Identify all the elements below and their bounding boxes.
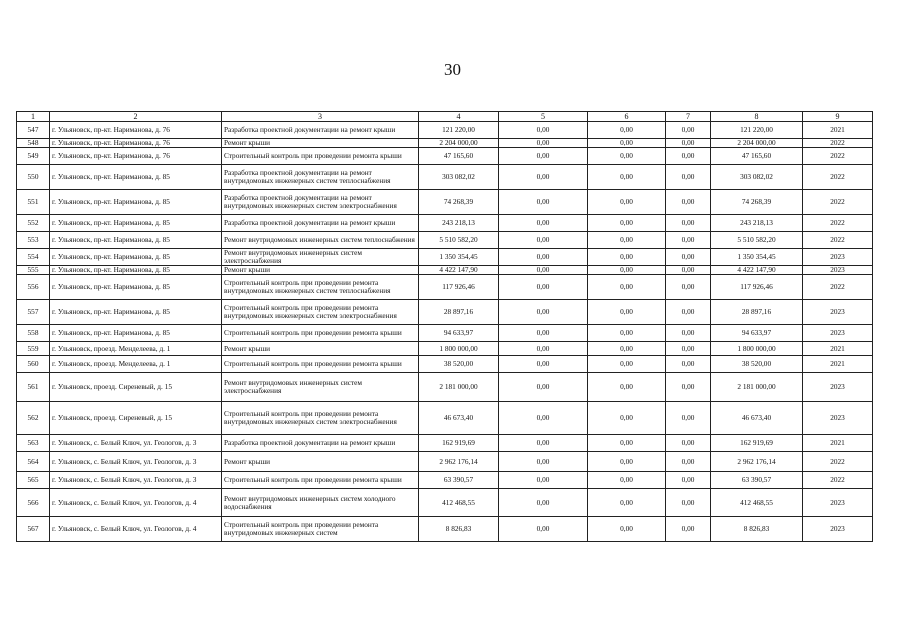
- year-cell: 2023: [803, 373, 873, 402]
- repair-program-table: [16, 111, 873, 542]
- total-cost-cell: 117 926,46: [419, 275, 499, 300]
- year-cell: 2023: [803, 402, 873, 435]
- year-cell: 2022: [803, 275, 873, 300]
- row-number: 547: [17, 122, 50, 139]
- table-row: [17, 325, 873, 342]
- cost-col7-cell: 0,00: [666, 139, 711, 148]
- row-number: 553: [17, 232, 50, 249]
- cost-col7-cell: 0,00: [666, 452, 711, 472]
- year-cell: 2022: [803, 139, 873, 148]
- cost-col6-cell: 0,00: [588, 215, 666, 232]
- row-number: 563: [17, 435, 50, 452]
- table-row: [17, 249, 873, 266]
- cost-col8-cell: 2 204 000,00: [711, 139, 803, 148]
- row-number: 562: [17, 402, 50, 435]
- year-cell: 2021: [803, 122, 873, 139]
- work-type-cell: Разработка проектной документации на ремонт внутридомовых инженерных систем электроснабжения: [222, 190, 419, 215]
- cost-col7-cell: 0,00: [666, 489, 711, 517]
- cost-col6-cell: 0,00: [588, 356, 666, 373]
- cost-col6-cell: 0,00: [588, 122, 666, 139]
- total-cost-cell: 1 350 354,45: [419, 249, 499, 266]
- row-number: 561: [17, 373, 50, 402]
- cost-col5-cell: 0,00: [499, 275, 588, 300]
- header-col-9: 9: [803, 112, 873, 122]
- page-number: 30: [444, 60, 461, 79]
- address-cell: г. Ульяновск, с. Белый Ключ, ул. Геологов, д. 4: [50, 489, 222, 517]
- row-number: 555: [17, 266, 50, 275]
- cost-col8-cell: 47 165,60: [711, 148, 803, 165]
- total-cost-cell: 46 673,40: [419, 402, 499, 435]
- address-cell: г. Ульяновск, пр-кт. Нариманова, д. 76: [50, 139, 222, 148]
- table-row: [17, 190, 873, 215]
- row-number: 559: [17, 342, 50, 356]
- table-row: [17, 342, 873, 356]
- total-cost-cell: 5 510 582,20: [419, 232, 499, 249]
- work-type-cell: Разработка проектной документации на ремонт крыши: [222, 435, 419, 452]
- cost-col6-cell: 0,00: [588, 148, 666, 165]
- total-cost-cell: 28 897,16: [419, 300, 499, 325]
- cost-col7-cell: 0,00: [666, 373, 711, 402]
- year-cell: 2023: [803, 300, 873, 325]
- total-cost-cell: 121 220,00: [419, 122, 499, 139]
- work-type-cell: Строительный контроль при проведении ремонта внутридомовых инженерных систем электроснабжения: [222, 402, 419, 435]
- address-cell: г. Ульяновск, проезд. Сиреневый, д. 15: [50, 402, 222, 435]
- year-cell: 2021: [803, 356, 873, 373]
- cost-col7-cell: 0,00: [666, 249, 711, 266]
- work-type-cell: Строительный контроль при проведении ремонта крыши: [222, 356, 419, 373]
- cost-col8-cell: 1 800 000,00: [711, 342, 803, 356]
- total-cost-cell: 243 218,13: [419, 215, 499, 232]
- total-cost-cell: 94 633,97: [419, 325, 499, 342]
- year-cell: 2022: [803, 215, 873, 232]
- total-cost-cell: 2 204 000,00: [419, 139, 499, 148]
- cost-col5-cell: 0,00: [499, 122, 588, 139]
- address-cell: г. Ульяновск, пр-кт. Нариманова, д. 85: [50, 275, 222, 300]
- cost-col8-cell: 412 468,55: [711, 489, 803, 517]
- cost-col5-cell: 0,00: [499, 402, 588, 435]
- cost-col8-cell: 117 926,46: [711, 275, 803, 300]
- cost-col6-cell: 0,00: [588, 452, 666, 472]
- cost-col6-cell: 0,00: [588, 139, 666, 148]
- cost-col8-cell: 4 422 147,90: [711, 266, 803, 275]
- cost-col8-cell: 8 826,83: [711, 517, 803, 542]
- cost-col5-cell: 0,00: [499, 165, 588, 190]
- cost-col5-cell: 0,00: [499, 342, 588, 356]
- address-cell: г. Ульяновск, пр-кт. Нариманова, д. 85: [50, 165, 222, 190]
- work-type-cell: Ремонт внутридомовых инженерных систем теплоснабжения: [222, 232, 419, 249]
- work-type-cell: Ремонт крыши: [222, 139, 419, 148]
- work-type-cell: Разработка проектной документации на ремонт внутридомовых инженерных систем теплоснабжения: [222, 165, 419, 190]
- total-cost-cell: 1 800 000,00: [419, 342, 499, 356]
- header-row: [17, 112, 873, 122]
- work-type-cell: Ремонт крыши: [222, 266, 419, 275]
- row-number: 566: [17, 489, 50, 517]
- cost-col6-cell: 0,00: [588, 489, 666, 517]
- year-cell: 2023: [803, 266, 873, 275]
- table-row: [17, 373, 873, 402]
- year-cell: 2022: [803, 452, 873, 472]
- cost-col6-cell: 0,00: [588, 517, 666, 542]
- cost-col7-cell: 0,00: [666, 435, 711, 452]
- work-type-cell: Строительный контроль при проведении ремонта крыши: [222, 472, 419, 489]
- work-type-cell: Ремонт внутридомовых инженерных систем электроснабжения: [222, 249, 419, 266]
- row-number: 567: [17, 517, 50, 542]
- table-row: [17, 148, 873, 165]
- cost-col5-cell: 0,00: [499, 249, 588, 266]
- address-cell: г. Ульяновск, проезд. Менделеева, д. 1: [50, 342, 222, 356]
- cost-col6-cell: 0,00: [588, 232, 666, 249]
- table-body: [17, 122, 873, 542]
- work-type-cell: Строительный контроль при проведении ремонта крыши: [222, 325, 419, 342]
- total-cost-cell: 74 268,39: [419, 190, 499, 215]
- table-row: [17, 122, 873, 139]
- year-cell: 2023: [803, 517, 873, 542]
- table-row: [17, 275, 873, 300]
- cost-col7-cell: 0,00: [666, 232, 711, 249]
- row-number: 565: [17, 472, 50, 489]
- cost-col6-cell: 0,00: [588, 435, 666, 452]
- cost-col8-cell: 121 220,00: [711, 122, 803, 139]
- address-cell: г. Ульяновск, пр-кт. Нариманова, д. 85: [50, 325, 222, 342]
- work-type-cell: Строительный контроль при проведении ремонта крыши: [222, 148, 419, 165]
- address-cell: г. Ульяновск, пр-кт. Нариманова, д. 85: [50, 249, 222, 266]
- table-row: [17, 517, 873, 542]
- total-cost-cell: 2 962 176,14: [419, 452, 499, 472]
- cost-col8-cell: 303 082,02: [711, 165, 803, 190]
- cost-col5-cell: 0,00: [499, 215, 588, 232]
- cost-col6-cell: 0,00: [588, 266, 666, 275]
- cost-col5-cell: 0,00: [499, 190, 588, 215]
- address-cell: г. Ульяновск, с. Белый Ключ, ул. Геологов, д. 3: [50, 452, 222, 472]
- year-cell: 2022: [803, 148, 873, 165]
- year-cell: 2023: [803, 325, 873, 342]
- cost-col6-cell: 0,00: [588, 373, 666, 402]
- row-number: 550: [17, 165, 50, 190]
- cost-col7-cell: 0,00: [666, 342, 711, 356]
- table-row: [17, 435, 873, 452]
- table-row: [17, 139, 873, 148]
- cost-col6-cell: 0,00: [588, 275, 666, 300]
- total-cost-cell: 38 520,00: [419, 356, 499, 373]
- total-cost-cell: 2 181 000,00: [419, 373, 499, 402]
- work-type-cell: Строительный контроль при проведении ремонта внутридомовых инженерных систем теплоснабжения: [222, 275, 419, 300]
- year-cell: 2022: [803, 232, 873, 249]
- row-number: 564: [17, 452, 50, 472]
- total-cost-cell: 63 390,57: [419, 472, 499, 489]
- cost-col5-cell: 0,00: [499, 325, 588, 342]
- address-cell: г. Ульяновск, проезд. Менделеева, д. 1: [50, 356, 222, 373]
- cost-col5-cell: 0,00: [499, 489, 588, 517]
- year-cell: 2021: [803, 435, 873, 452]
- address-cell: г. Ульяновск, пр-кт. Нариманова, д. 76: [50, 122, 222, 139]
- table-row: [17, 452, 873, 472]
- row-number: 549: [17, 148, 50, 165]
- work-type-cell: Разработка проектной документации на ремонт крыши: [222, 122, 419, 139]
- address-cell: г. Ульяновск, пр-кт. Нариманова, д. 76: [50, 148, 222, 165]
- total-cost-cell: 412 468,55: [419, 489, 499, 517]
- cost-col8-cell: 63 390,57: [711, 472, 803, 489]
- total-cost-cell: 162 919,69: [419, 435, 499, 452]
- table-row: [17, 402, 873, 435]
- address-cell: г. Ульяновск, с. Белый Ключ, ул. Геологов, д. 3: [50, 435, 222, 452]
- cost-col7-cell: 0,00: [666, 275, 711, 300]
- cost-col6-cell: 0,00: [588, 249, 666, 266]
- header-col-1: 1: [17, 112, 50, 122]
- cost-col8-cell: 74 268,39: [711, 190, 803, 215]
- cost-col5-cell: 0,00: [499, 300, 588, 325]
- cost-col7-cell: 0,00: [666, 472, 711, 489]
- year-cell: 2023: [803, 489, 873, 517]
- address-cell: г. Ульяновск, с. Белый Ключ, ул. Геологов, д. 4: [50, 517, 222, 542]
- cost-col7-cell: 0,00: [666, 215, 711, 232]
- address-cell: г. Ульяновск, пр-кт. Нариманова, д. 85: [50, 266, 222, 275]
- cost-col5-cell: 0,00: [499, 148, 588, 165]
- header-col-2: 2: [50, 112, 222, 122]
- cost-col7-cell: 0,00: [666, 300, 711, 325]
- cost-col5-cell: 0,00: [499, 472, 588, 489]
- year-cell: 2023: [803, 249, 873, 266]
- cost-col7-cell: 0,00: [666, 325, 711, 342]
- cost-col6-cell: 0,00: [588, 342, 666, 356]
- cost-col5-cell: 0,00: [499, 356, 588, 373]
- cost-col7-cell: 0,00: [666, 122, 711, 139]
- cost-col5-cell: 0,00: [499, 452, 588, 472]
- total-cost-cell: 303 082,02: [419, 165, 499, 190]
- cost-col8-cell: 94 633,97: [711, 325, 803, 342]
- header-col-7: 7: [666, 112, 711, 122]
- year-cell: 2022: [803, 190, 873, 215]
- header-col-6: 6: [588, 112, 666, 122]
- cost-col7-cell: 0,00: [666, 266, 711, 275]
- total-cost-cell: 8 826,83: [419, 517, 499, 542]
- table-row: [17, 356, 873, 373]
- header-col-4: 4: [419, 112, 499, 122]
- table-row: [17, 489, 873, 517]
- cost-col7-cell: 0,00: [666, 517, 711, 542]
- cost-col8-cell: 46 673,40: [711, 402, 803, 435]
- table-row: [17, 266, 873, 275]
- cost-col8-cell: 1 350 354,45: [711, 249, 803, 266]
- cost-col5-cell: 0,00: [499, 266, 588, 275]
- cost-col6-cell: 0,00: [588, 190, 666, 215]
- cost-col8-cell: 243 218,13: [711, 215, 803, 232]
- work-type-cell: Ремонт крыши: [222, 342, 419, 356]
- cost-col8-cell: 38 520,00: [711, 356, 803, 373]
- work-type-cell: Строительный контроль при проведении ремонта внутридомовых инженерных систем: [222, 517, 419, 542]
- row-number: 558: [17, 325, 50, 342]
- address-cell: г. Ульяновск, пр-кт. Нариманова, д. 85: [50, 190, 222, 215]
- row-number: 548: [17, 139, 50, 148]
- cost-col5-cell: 0,00: [499, 373, 588, 402]
- table-row: [17, 165, 873, 190]
- total-cost-cell: 47 165,60: [419, 148, 499, 165]
- cost-col7-cell: 0,00: [666, 190, 711, 215]
- work-type-cell: Ремонт внутридомовых инженерных систем холодного водоснабжения: [222, 489, 419, 517]
- header-col-3: 3: [222, 112, 419, 122]
- cost-col6-cell: 0,00: [588, 472, 666, 489]
- row-number: 554: [17, 249, 50, 266]
- row-number: 557: [17, 300, 50, 325]
- work-type-cell: Ремонт крыши: [222, 452, 419, 472]
- cost-col7-cell: 0,00: [666, 165, 711, 190]
- cost-col8-cell: 162 919,69: [711, 435, 803, 452]
- header-col-5: 5: [499, 112, 588, 122]
- address-cell: г. Ульяновск, пр-кт. Нариманова, д. 85: [50, 232, 222, 249]
- total-cost-cell: 4 422 147,90: [419, 266, 499, 275]
- work-type-cell: Строительный контроль при проведении ремонта внутридомовых инженерных систем электроснабжения: [222, 300, 419, 325]
- cost-col8-cell: 2 962 176,14: [711, 452, 803, 472]
- work-type-cell: Разработка проектной документации на ремонт крыши: [222, 215, 419, 232]
- table-row: [17, 472, 873, 489]
- cost-col6-cell: 0,00: [588, 402, 666, 435]
- year-cell: 2021: [803, 342, 873, 356]
- row-number: 551: [17, 190, 50, 215]
- cost-col6-cell: 0,00: [588, 165, 666, 190]
- cost-col8-cell: 2 181 000,00: [711, 373, 803, 402]
- address-cell: г. Ульяновск, проезд. Сиреневый, д. 15: [50, 373, 222, 402]
- cost-col7-cell: 0,00: [666, 356, 711, 373]
- cost-col5-cell: 0,00: [499, 517, 588, 542]
- table-row: [17, 232, 873, 249]
- cost-col6-cell: 0,00: [588, 300, 666, 325]
- work-type-cell: Ремонт внутридомовых инженерных систем электроснабжения: [222, 373, 419, 402]
- year-cell: 2022: [803, 472, 873, 489]
- row-number: 552: [17, 215, 50, 232]
- year-cell: 2022: [803, 165, 873, 190]
- table-row: [17, 215, 873, 232]
- cost-col7-cell: 0,00: [666, 148, 711, 165]
- address-cell: г. Ульяновск, пр-кт. Нариманова, д. 85: [50, 300, 222, 325]
- cost-col5-cell: 0,00: [499, 232, 588, 249]
- table-row: [17, 300, 873, 325]
- row-number: 556: [17, 275, 50, 300]
- cost-col7-cell: 0,00: [666, 402, 711, 435]
- cost-col8-cell: 28 897,16: [711, 300, 803, 325]
- address-cell: г. Ульяновск, с. Белый Ключ, ул. Геологов, д. 3: [50, 472, 222, 489]
- row-number: 560: [17, 356, 50, 373]
- cost-col6-cell: 0,00: [588, 325, 666, 342]
- address-cell: г. Ульяновск, пр-кт. Нариманова, д. 85: [50, 215, 222, 232]
- header-col-8: 8: [711, 112, 803, 122]
- cost-col5-cell: 0,00: [499, 435, 588, 452]
- cost-col5-cell: 0,00: [499, 139, 588, 148]
- cost-col8-cell: 5 510 582,20: [711, 232, 803, 249]
